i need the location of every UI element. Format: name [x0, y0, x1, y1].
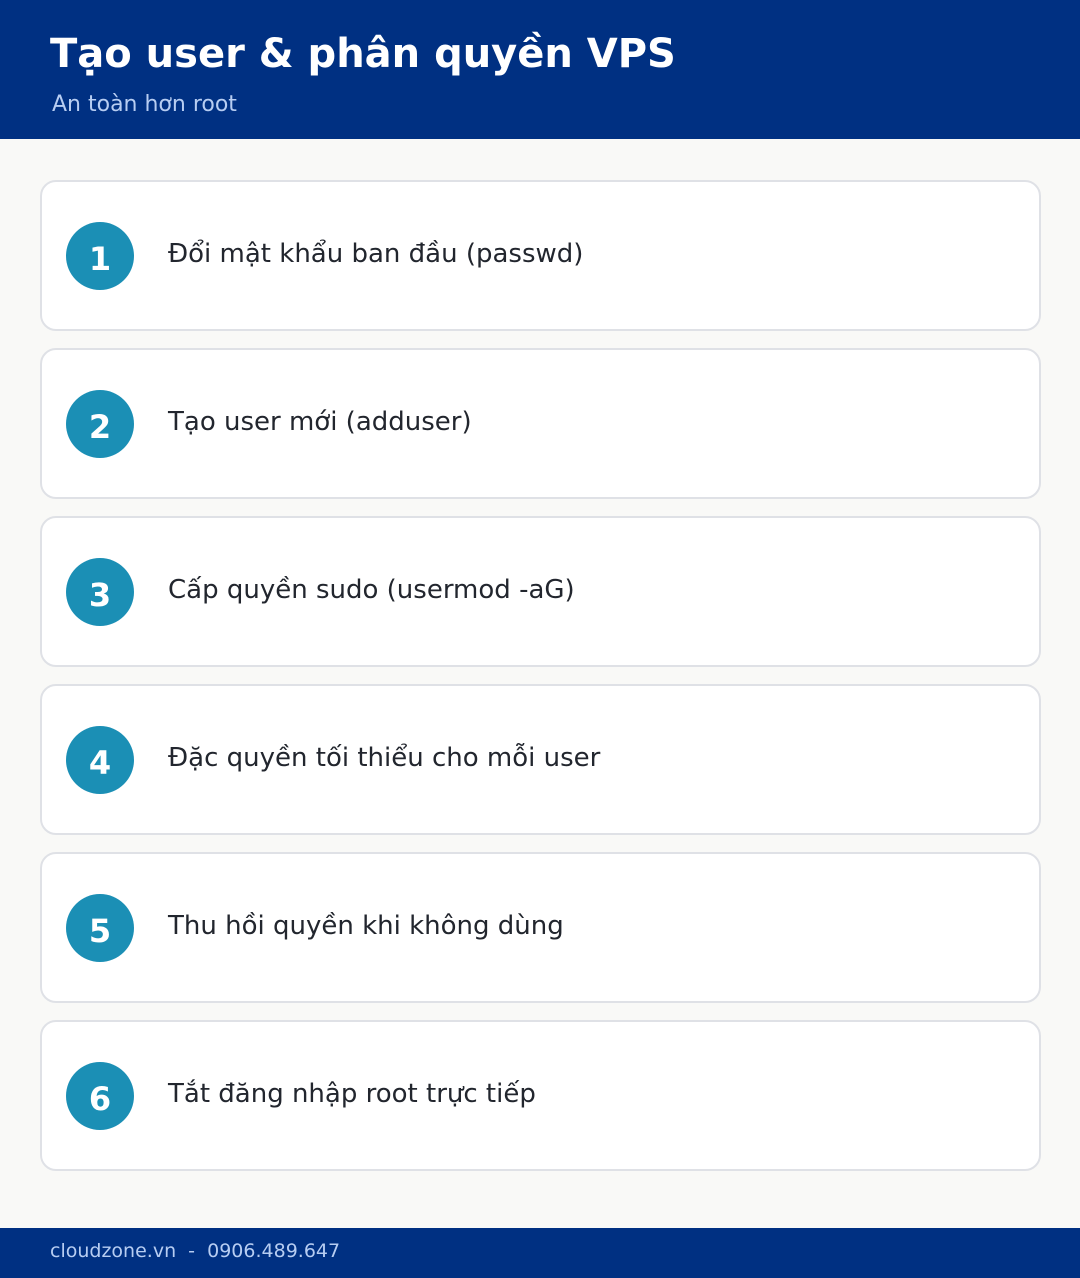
step-number-badge: 3	[66, 558, 134, 626]
step-card-4	[40, 684, 1041, 835]
step-number-badge: 5	[66, 894, 134, 962]
step-card-6	[40, 1020, 1041, 1171]
step-card-5	[40, 852, 1041, 1003]
step-number-badge: 6	[66, 1062, 134, 1130]
step-label: Tắt đăng nhập root trực tiếp	[168, 1079, 536, 1109]
step-number-badge: 2	[66, 390, 134, 458]
footer-bar	[0, 1228, 1080, 1278]
header-banner	[0, 0, 1080, 139]
step-card-1	[40, 180, 1041, 331]
step-number-badge: 4	[66, 726, 134, 794]
step-number-badge: 1	[66, 222, 134, 290]
page-title: Tạo user & phân quyền VPS	[50, 31, 676, 77]
step-label: Đặc quyền tối thiểu cho mỗi user	[168, 743, 601, 773]
step-card-2	[40, 348, 1041, 499]
step-card-3	[40, 516, 1041, 667]
step-label: Thu hồi quyền khi không dùng	[168, 911, 564, 941]
step-label: Đổi mật khẩu ban đầu (passwd)	[168, 239, 584, 269]
footer-contact: cloudzone.vn - 0906.489.647	[50, 1240, 341, 1262]
steps-list	[40, 180, 1041, 1188]
page-subtitle: An toàn hơn root	[52, 92, 237, 117]
step-label: Cấp quyền sudo (usermod -aG)	[168, 575, 575, 605]
step-label: Tạo user mới (adduser)	[168, 407, 472, 437]
